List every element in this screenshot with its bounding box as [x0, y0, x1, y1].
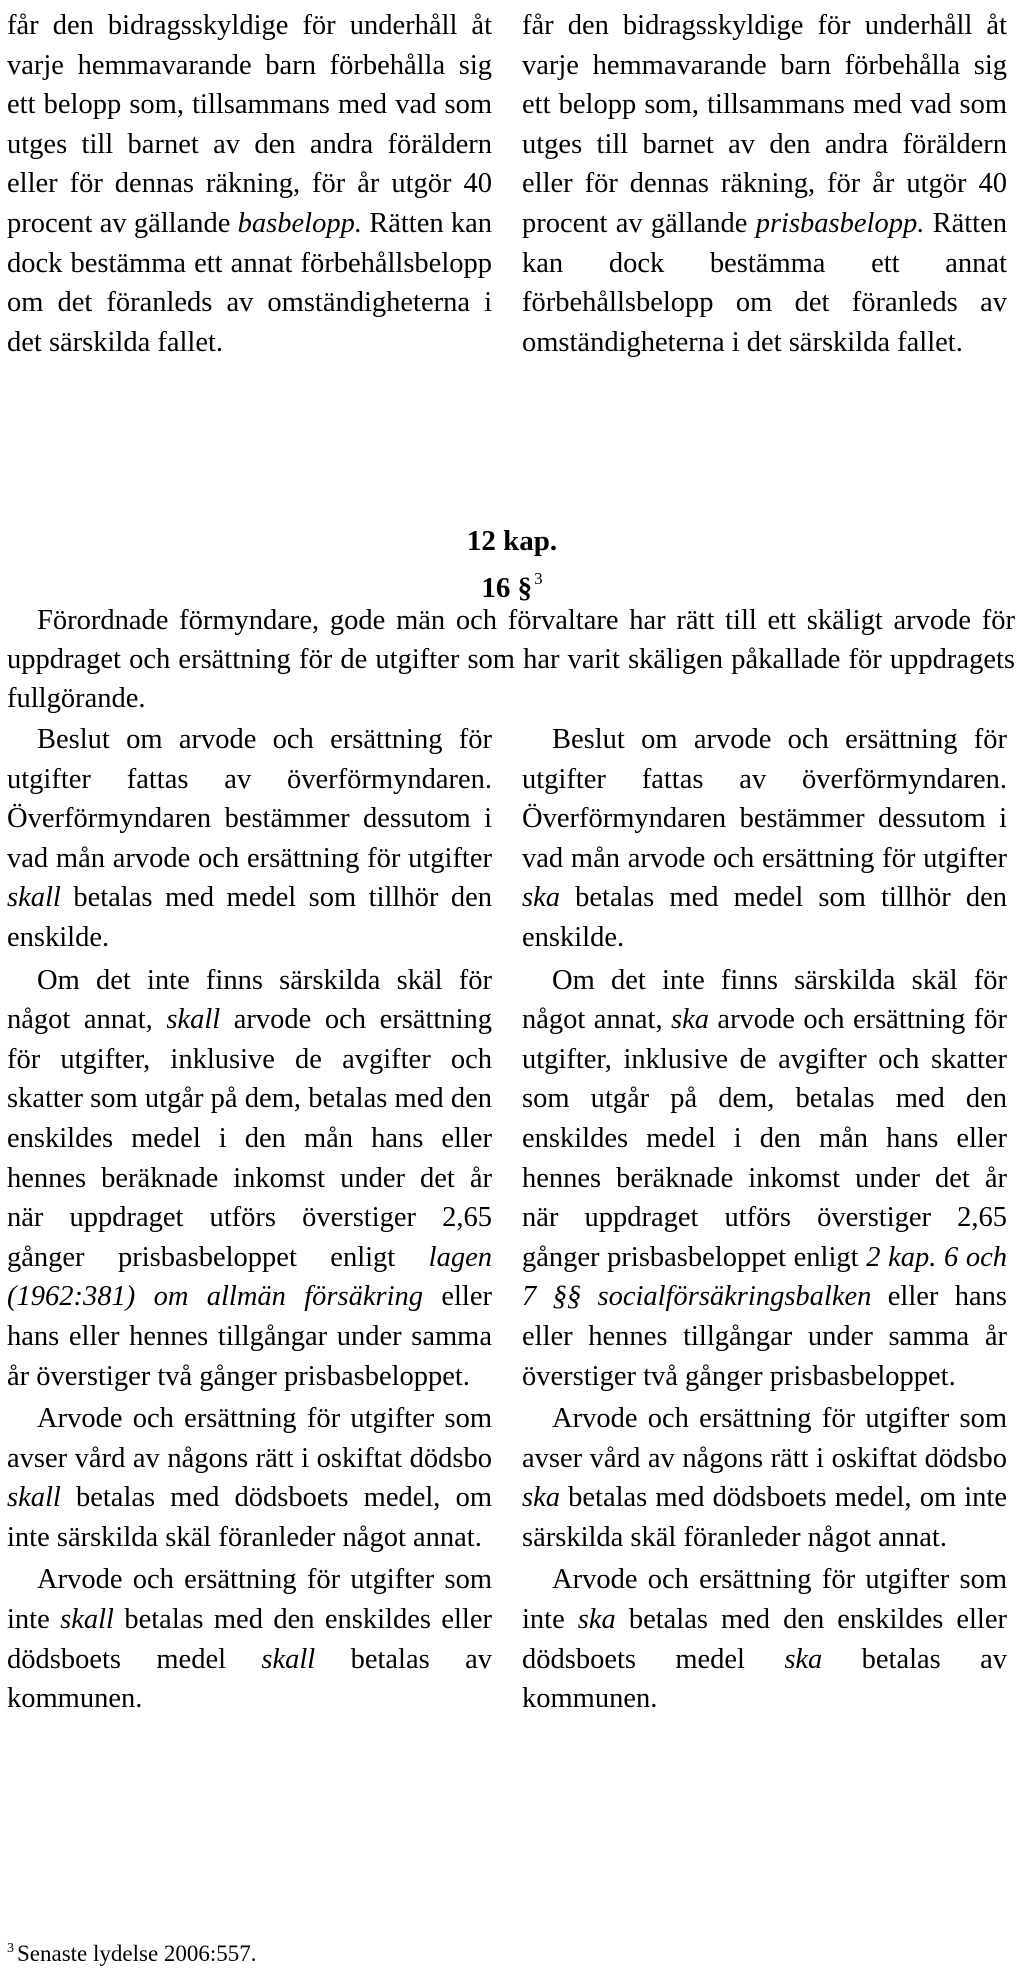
intro-block: [7, 601, 1015, 718]
right-column-new-wording: [522, 720, 1007, 1722]
left-column-old-wording: [7, 720, 492, 1722]
intro-paragraph: Förordnade förmyndare, gode män och förvaltare har rätt till ett skäligt arvode för uppdraget och ersättning för de utgifter som har varit skäligen påkallade för uppdragets fullgörande.: [7, 605, 1015, 714]
left-paragraph-3: Arvode och ersättning för utgifter som avser vård av någons rätt i oskiftat dödsbo skall betalas med dödsboets medel, om inte särskilda skäl föranleder något annat.: [7, 1403, 492, 1553]
right-paragraph-2: Om det inte finns särskilda skäl för något annat, ska arvode och ersättning för utgifter, inklusive de avgifter och skatter som utgår på dem, betalas med den enskildes medel i den mån hans eller hennes beräknade inkomst under det år när uppdraget utförs överstiger 2,65 gånger prisbasbeloppet enligt 2 kap. 6 och 7 §§ socialförsäkringsbalken eller hans eller hennes tillgångar under samma år överstiger två gånger prisbasbeloppet.: [522, 964, 1007, 1392]
top-left-paragraph: får den bidragsskyldige för underhåll åt varje hemmavarande barn förbehålla sig ett belopp som, tillsammans med vad som utges till barnet av den andra föräldern eller för dennas räkning, för år utgör 40 procent av gällande basbelopp. Rätten kan dock bestämma ett annat förbehållsbelopp om det föranleds av omständigheterna i det särskilda fallet.: [7, 10, 492, 358]
footnote-marker: 3: [7, 1941, 14, 1956]
footnote-text: Senaste lydelse 2006:557.: [17, 1941, 257, 1966]
top-right-paragraph: får den bidragsskyldige för underhåll åt varje hemmavarande barn förbehålla sig ett belopp som, tillsammans med vad som utges till barnet av den andra föräldern eller för dennas räkning, för år utgör 40 procent av gällande prisbasbelopp. Rätten kan dock bestämma ett annat förbehållsbelopp om det föranleds av omständigheterna i det särskilda fallet.: [522, 10, 1007, 358]
top-left-column: [7, 6, 492, 365]
chapter-heading: 12 kap.: [466, 525, 558, 557]
footnote: [7, 1934, 257, 1969]
right-paragraph-4: Arvode och ersättning för utgifter som inte ska betalas med den enskildes eller dödsboets medel ska betalas av kommunen.: [522, 1564, 1008, 1715]
section-heading: 16 § $^3$: [481, 569, 543, 604]
right-paragraph-1: Beslut om arvode och ersättning för utgifter fattas av överförmyndaren. Överförmyndaren bestämmer dessutom i vad mån arvode och ersättning för utgifter ska betalas med medel som tillhör den enskilde.: [522, 724, 1007, 953]
right-paragraph-3: Arvode och ersättning för utgifter som avser vård av någons rätt i oskiftat dödsbo ska betalas med dödsboets medel, om inte särskilda skäl föranleder något annat.: [522, 1403, 1007, 1553]
footnote-ref: 3: [534, 569, 543, 588]
left-paragraph-1: Beslut om arvode och ersättning för utgifter fattas av överförmyndaren. Överförmyndaren bestämmer dessutom i vad mån arvode och ersättning för utgifter skall betalas med medel som tillhör den enskilde.: [7, 724, 492, 953]
top-right-column: [522, 6, 1007, 365]
left-paragraph-4: Arvode och ersättning för utgifter som inte skall betalas med den enskildes eller dödsboets medel skall betalas av kommunen.: [7, 1564, 492, 1715]
left-paragraph-2: Om det inte finns särskilda skäl för något annat, skall arvode och ersättning för utgifter, inklusive de avgifter och skatter som utgår på dem, betalas med den enskildes medel i den mån hans eller hennes beräknade inkomst under det år när uppdraget utförs överstiger 2,65 gånger prisbasbeloppet enligt lagen (1962:381) om allmän försäkring eller hans eller hennes tillgångar under samma år överstiger två gånger prisbasbeloppet.: [7, 964, 493, 1392]
